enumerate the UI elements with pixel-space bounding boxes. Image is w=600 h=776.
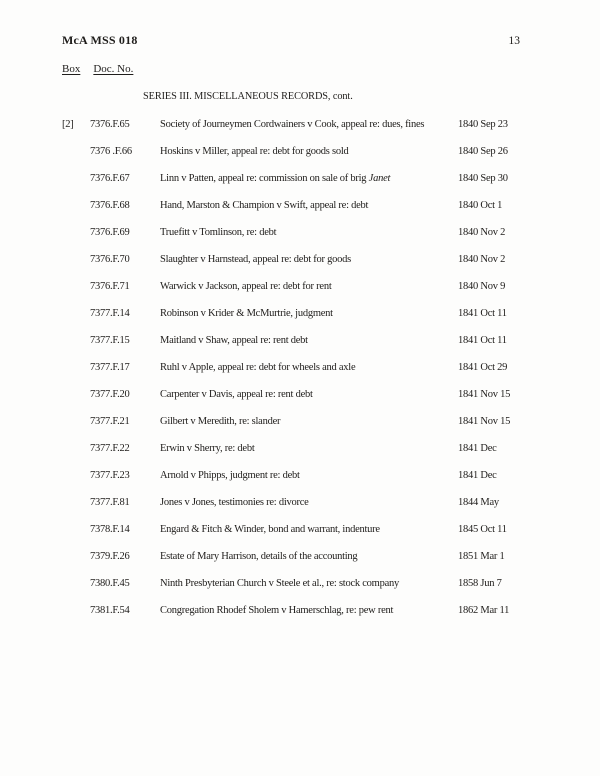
- record-row: [0, 462, 600, 489]
- record-description: Arnold v Phipps, judgment re: debt: [160, 470, 300, 481]
- record-description: Carpenter v Davis, appeal re: rent debt: [160, 389, 313, 400]
- record-description: Estate of Mary Harrison, details of the accounting: [160, 551, 358, 562]
- column-header-doc-no: Doc. No.: [93, 63, 134, 75]
- record-date: 1841 Nov 15: [458, 416, 511, 427]
- record-row: [0, 408, 600, 435]
- record-row: [0, 570, 600, 597]
- record-doc-no: 7380.F.45: [90, 578, 130, 589]
- record-description: Ninth Presbyterian Church v Steele et al., re: stock company: [160, 578, 399, 589]
- record-doc-no: 7377.F.81: [90, 497, 130, 508]
- record-doc-no: 7376.F.70: [90, 254, 130, 265]
- record-doc-no: 7381.F.54: [90, 605, 130, 616]
- record-doc-no: 7377.F.17: [90, 362, 130, 373]
- record-row: [0, 111, 600, 138]
- record-description: Hoskins v Miller, appeal re: debt for goods sold: [160, 146, 349, 157]
- record-row: [0, 192, 600, 219]
- record-row: [0, 354, 600, 381]
- record-date: 1841 Oct 11: [458, 335, 507, 346]
- record-doc-no: 7376.F.65: [90, 119, 130, 130]
- record-description: Slaughter v Harnstead, appeal re: debt for goods: [160, 254, 351, 265]
- record-description: Congregation Rhodef Sholem v Hamerschlag, re: pew rent: [160, 605, 394, 616]
- record-doc-no: 7377.F.14: [90, 308, 130, 319]
- record-description: Warwick v Jackson, appeal re: debt for rent: [160, 281, 332, 292]
- record-doc-no: 7377.F.22: [90, 443, 130, 454]
- record-row: [0, 489, 600, 516]
- record-description: Society of Journeymen Cordwainers v Cook, appeal re: dues, fines: [160, 119, 425, 130]
- record-date: 1840 Nov 2: [458, 227, 506, 238]
- page-header: [0, 0, 600, 48]
- record-doc-no: 7376.F.67: [90, 173, 130, 184]
- record-date: 1840 Sep 30: [458, 173, 508, 184]
- record-doc-no: 7376.F.71: [90, 281, 130, 292]
- record-description-italic: Janet: [368, 173, 391, 184]
- record-date: 1840 Sep 26: [458, 146, 508, 157]
- record-date: 1844 May: [458, 497, 499, 508]
- record-date: 1845 Oct 11: [458, 524, 507, 535]
- page-number: 13: [508, 35, 520, 47]
- record-description: Robinson v Krider & McMurtrie, judgment: [160, 308, 333, 319]
- record-date: 1840 Oct 1: [458, 200, 503, 211]
- record-row: [0, 300, 600, 327]
- record-row: [0, 327, 600, 354]
- record-description: Hand, Marston & Champion v Swift, appeal re: debt: [160, 200, 369, 211]
- record-box-marker: [2]: [62, 119, 74, 130]
- record-date: 1841 Oct 29: [458, 362, 508, 373]
- record-description: Truefitt v Tomlinson, re: debt: [160, 227, 277, 238]
- record-doc-no: 7379.F.26: [90, 551, 130, 562]
- record-doc-no: 7378.F.14: [90, 524, 130, 535]
- column-header-box: Box: [62, 63, 81, 75]
- records-list: [0, 111, 600, 624]
- record-description: Jones v Jones, testimonies re: divorce: [160, 497, 309, 508]
- collection-title: McA MSS 018: [62, 33, 138, 47]
- record-row: [0, 219, 600, 246]
- record-description: Linn v Patten, appeal re: commission on sale of brig Janet: [160, 173, 391, 184]
- record-row: [0, 273, 600, 300]
- record-description: Gilbert v Meredith, re: slander: [160, 416, 281, 427]
- record-date: 1862 Mar 11: [458, 605, 510, 616]
- record-date: 1841 Nov 15: [458, 389, 511, 400]
- record-date: 1841 Oct 11: [458, 308, 507, 319]
- record-doc-no: 7376.F.69: [90, 227, 130, 238]
- record-row: [0, 516, 600, 543]
- record-doc-no: 7377.F.15: [90, 335, 130, 346]
- record-date: 1858 Jun 7: [458, 578, 502, 589]
- record-doc-no: 7377.F.20: [90, 389, 130, 400]
- record-date: 1851 Mar 1: [458, 551, 505, 562]
- record-doc-no: 7376.F.68: [90, 200, 130, 211]
- record-row: [0, 138, 600, 165]
- record-doc-no: 7376 .F.66: [90, 146, 132, 157]
- record-date: 1840 Nov 2: [458, 254, 506, 265]
- record-doc-no: 7377.F.21: [90, 416, 130, 427]
- record-date: 1840 Nov 9: [458, 281, 506, 292]
- record-row: [0, 597, 600, 624]
- record-row: [0, 381, 600, 408]
- series-heading: SERIES III. MISCELLANEOUS RECORDS, cont.: [143, 91, 353, 102]
- record-row: [0, 246, 600, 273]
- record-date: 1841 Dec: [458, 443, 497, 454]
- record-doc-no: 7377.F.23: [90, 470, 130, 481]
- record-date: 1841 Dec: [458, 470, 497, 481]
- record-date: 1840 Sep 23: [458, 119, 508, 130]
- record-row: [0, 435, 600, 462]
- record-description: Ruhl v Apple, appeal re: debt for wheels and axle: [160, 362, 356, 373]
- record-description: Engard & Fitch & Winder, bond and warrant, indenture: [160, 524, 380, 535]
- record-description: Erwin v Sherry, re: debt: [160, 443, 255, 454]
- record-row: [0, 543, 600, 570]
- column-headers: [62, 63, 600, 76]
- record-row: [0, 165, 600, 192]
- record-description: Maitland v Shaw, appeal re: rent debt: [160, 335, 308, 346]
